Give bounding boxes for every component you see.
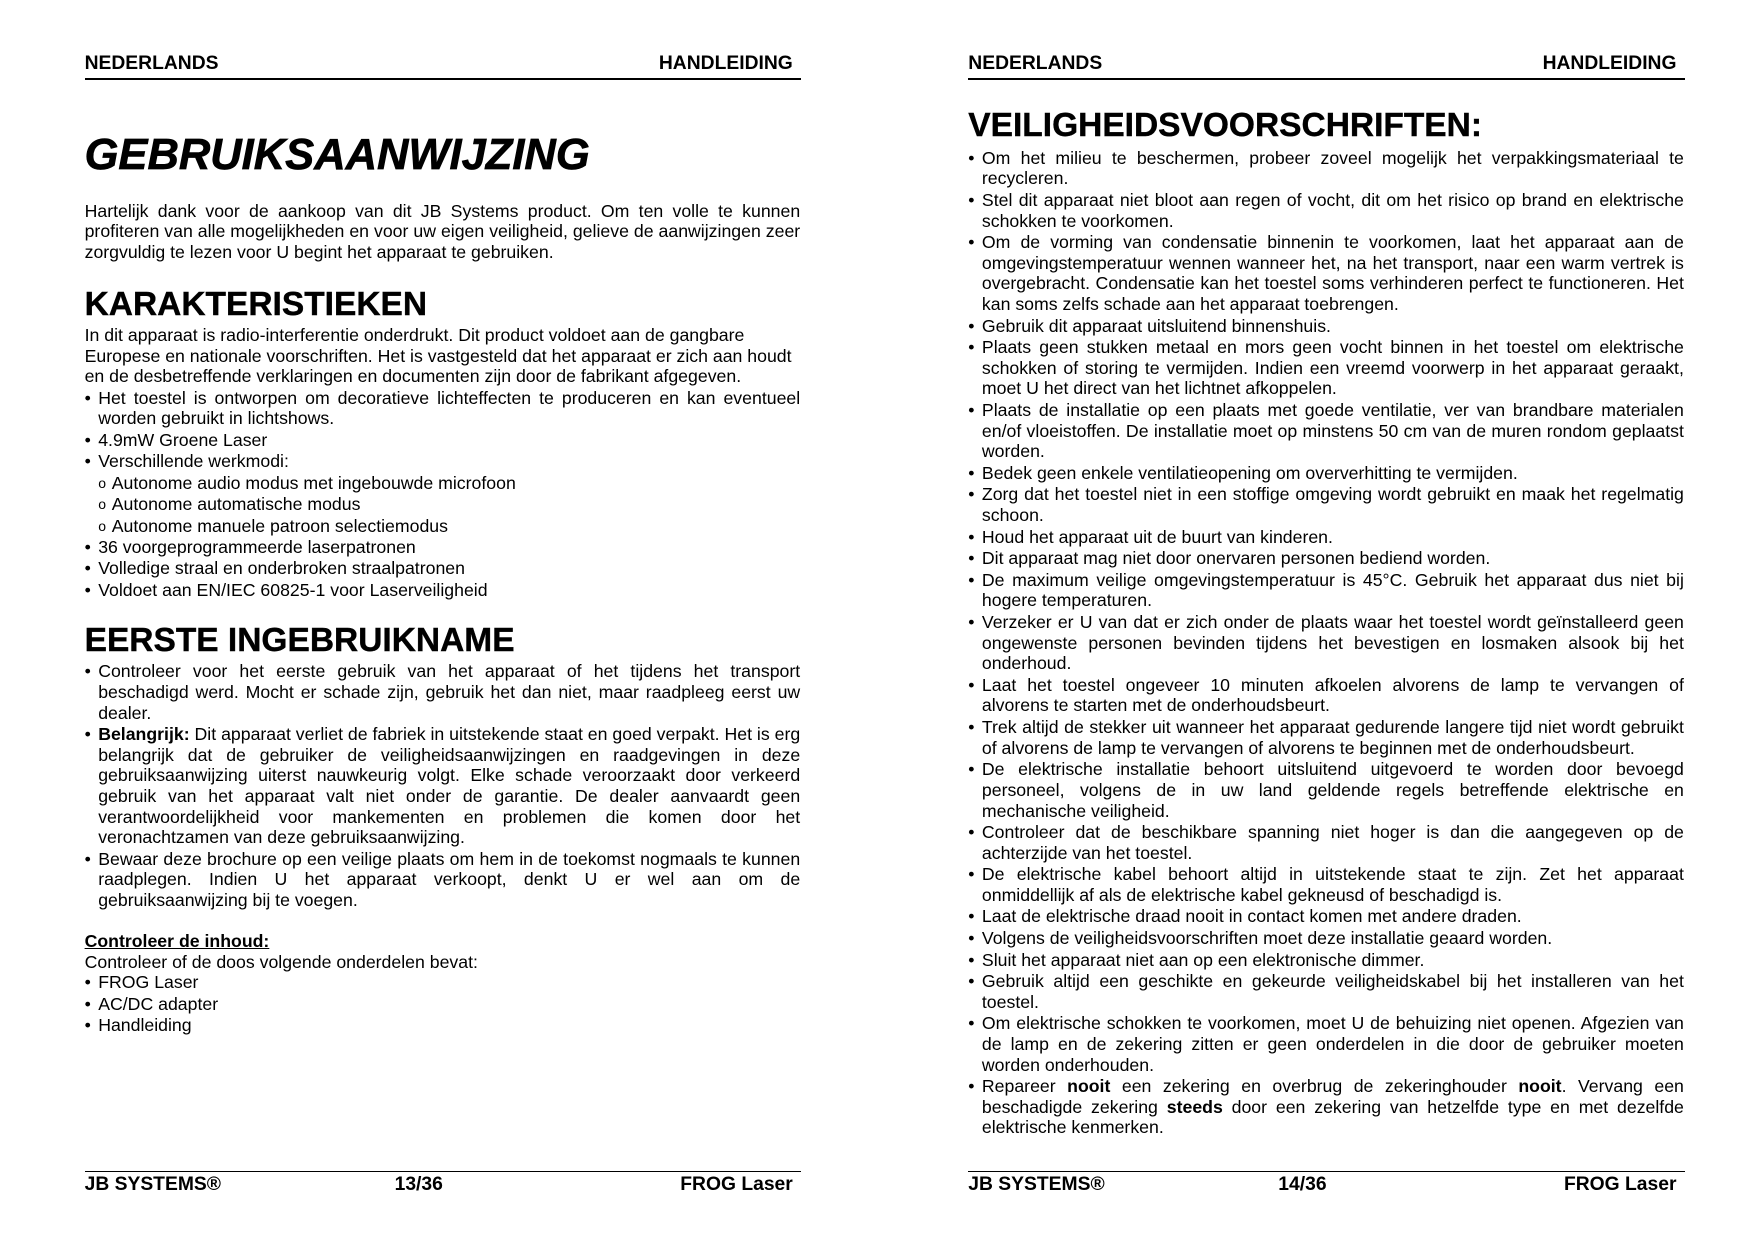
contents-item: • Handleiding <box>85 1015 801 1036</box>
safety-item: • Plaats de installatie op een plaats met goede ventilatie, ver van brandbare materialen en/of vloeistoffen. De installatie moet op minstens 50 cm van de muren rondom geplaatst worden. <box>968 400 1684 462</box>
feature-item-label: Verschillende werkmodi: <box>98 451 289 472</box>
first-use-item-text: Dit apparaat verliet de fabriek in uitstekende staat en goed verpakt. Het is erg belangrijk dat de gebruiker de veiligheidsaanwijzingen en raadgevingen in deze gebruiksaanwijzing uiterst nauwkeurig volgt. Elke schade veroorzaakt door verkeerd gebruik van het apparaat valt niet onder de garantie. De dealer aanvaardt geen verantwoordelijkheid voor mankementen en problemen die komen door het veronachtzamen van deze gebruiksaanwijzing. <box>98 723 801 848</box>
section-heading-first-use: EERSTE INGEBRUIKNAME <box>84 622 515 659</box>
feature-item: • Het toestel is ontworpen om decoratieve lichteffecten te produceren en kan eventueel worden gebruikt in lichtshows. <box>85 388 801 429</box>
header-language: NEDERLANDS <box>84 53 219 75</box>
safety-item-text: door een zekering van hetzelfde type en met dezelfde elektrische kenmerken. <box>981 1096 1684 1138</box>
safety-item: • Houd het apparaat uit de buurt van kinderen. <box>968 527 1684 548</box>
footer-product: FROG Laser <box>680 1174 793 1195</box>
header-rule <box>85 78 802 79</box>
page-left <box>85 0 802 1240</box>
footer-brand: JB SYSTEMS® <box>84 1174 221 1195</box>
page-title: GEBRUIKSAANWIJZING <box>84 131 590 179</box>
features-intro: In dit apparaat is radio-interferentie onderdrukt. Dit product voldoet aan de gangbare Europese en nationale voorschriften. Het is vastgesteld dat het apparaat er zich aan houdt en de desbetreffende verklaringen en documenten zijn door de fabrikant afgegeven. <box>84 324 792 387</box>
footer-page-number: 14/36 <box>1278 1174 1327 1195</box>
feature-item: • 36 voorgeprogrammeerde laserpatronen <box>85 537 801 558</box>
safety-item: • Zorg dat het toestel niet in een stoffige omgeving wordt gebruikt en maak het regelmatig schoon. <box>968 484 1684 525</box>
safety-section <box>968 148 1684 1138</box>
bold-emphasis: nooit <box>1518 1076 1562 1097</box>
important-label: Belangrijk: <box>98 723 190 744</box>
safety-item: • Verzeker er U van dat er zich onder de plaats waar het toestel wordt geïnstalleerd geen ongewenste personen bevinden tijdens het bevestigen en losmaken alsook bij het onderhoud. <box>968 612 1684 674</box>
feature-item <box>85 451 801 536</box>
mode-item: o Autonome audio modus met ingebouwde microfoon <box>98 473 800 494</box>
page-right <box>968 0 1685 1240</box>
header-rule <box>968 78 1685 79</box>
contents-section <box>85 931 801 1036</box>
safety-item: • Om het milieu te beschermen, probeer zoveel mogelijk het verpakkingsmateriaal te recycleren. <box>968 148 1684 189</box>
safety-item: • Om elektrische schokken te voorkomen, moet U de behuizing niet openen. Afgezien van de lamp en de zekering zitten er geen onderdelen in die door de gebruiker moeten worden onderhouden. <box>968 1013 1684 1075</box>
header-language: NEDERLANDS <box>968 53 1103 75</box>
contents-item: • AC/DC adapter <box>85 994 801 1015</box>
safety-item: • Gebruik altijd een geschikte en gekeurde veiligheidskabel bij het installeren van het toestel. <box>968 971 1684 1012</box>
mode-item: o Autonome automatische modus <box>98 494 800 515</box>
safety-item-text: een zekering en overbrug de zekeringhouder <box>1110 1076 1519 1097</box>
mode-list <box>98 473 800 537</box>
intro-paragraph: Hartelijk dank voor de aankoop van dit JB Systems product. Om ten volle te kunnen profiteren van alle mogelijkheden en voor uw eigen veiligheid, gelieve de aanwijzingen zeer zorgvuldig te lezen voor U begint het apparaat te gebruiken. <box>84 200 801 262</box>
safety-item: • Sluit het apparaat niet aan op een elektronische dimmer. <box>968 950 1684 971</box>
safety-item-text: Repareer <box>981 1076 1068 1097</box>
safety-item: • Dit apparaat mag niet door onervaren personen bediend worden. <box>968 548 1684 569</box>
safety-item: • Stel dit apparaat niet bloot aan regen of vocht, dit om het risico op brand en elektrische schokken te voorkomen. <box>968 190 1684 231</box>
features-section <box>85 325 801 601</box>
safety-list <box>968 148 1684 1138</box>
bold-emphasis: nooit <box>1067 1076 1111 1097</box>
contents-heading: Controleer de inhoud: <box>84 931 270 951</box>
safety-item: • Plaats geen stukken metaal en mors geen vocht binnen in het toestel om elektrische schokken of storing te vermijden. Indien een vreemd voorwerp in het apparaat geraakt, moet U het direct van het lichtnet afkoppelen. <box>968 337 1684 399</box>
footer-rule <box>85 1171 802 1172</box>
safety-item: • Om de vorming van condensatie binnenin te voorkomen, laat het apparaat aan de omgevingstemperatuur wennen wanneer het, na het transport, naar een warm vertrek is overgebracht. Condensatie kan het toestel soms verhinderen perfect te functioneren. Het kan soms zelfs schade aan het apparaat toebrengen. <box>968 232 1684 315</box>
feature-item: • Volledige straal en onderbroken straalpatronen <box>85 558 801 579</box>
contents-intro: Controleer of de doos volgende onderdelen bevat: <box>84 951 478 972</box>
first-use-item: • Controleer voor het eerste gebruik van het apparaat of het tijdens het transport beschadigd werd. Mocht er schade zijn, gebruik het dan niet, maar raadpleeg eerst uw dealer. <box>85 661 801 723</box>
safety-item: • Laat het toestel ongeveer 10 minuten afkoelen alvorens de lamp te vervangen of alvorens te starten met de onderhoudsbeurt. <box>968 675 1684 716</box>
safety-item: • De elektrische kabel behoort altijd in uitstekende staat te zijn. Zet het apparaat onmiddellijk af als de elektrische kabel gekneusd of beschadigd is. <box>968 864 1684 905</box>
feature-item: • Voldoet aan EN/IEC 60825-1 voor Laserveiligheid <box>85 580 801 601</box>
contents-list <box>85 972 801 1036</box>
feature-item: • 4.9mW Groene Laser <box>85 430 801 451</box>
bold-emphasis: steeds <box>1166 1096 1223 1117</box>
safety-item-text: . Vervang een beschadigde zekering <box>981 1076 1684 1117</box>
footer-brand: JB SYSTEMS® <box>968 1174 1105 1195</box>
first-use-item <box>85 724 801 848</box>
footer-product: FROG Laser <box>1563 1174 1677 1195</box>
feature-list <box>85 388 801 601</box>
header-document-type: HANDLEIDING <box>658 53 793 75</box>
header-document-type: HANDLEIDING <box>1542 53 1677 75</box>
first-use-list <box>85 661 801 910</box>
footer-page-number: 13/36 <box>394 1174 443 1195</box>
safety-item <box>968 1076 1684 1138</box>
footer-rule <box>968 1171 1685 1172</box>
safety-item: • Volgens de veiligheidsvoorschriften moet deze installatie geaard worden. <box>968 928 1684 949</box>
safety-item: • Controleer dat de beschikbare spanning niet hoger is dan die aangegeven op de achterzijde van het toestel. <box>968 822 1684 863</box>
first-use-section <box>85 661 801 910</box>
first-use-item: • Bewaar deze brochure op een veilige plaats om hem in de toekomst nogmaals te kunnen raadplegen. Indien U het apparaat verkoopt, denkt U er wel aan om de gebruiksaanwijzing bij te voegen. <box>85 849 801 911</box>
safety-item: • Laat de elektrische draad nooit in contact komen met andere draden. <box>968 906 1684 927</box>
safety-item: • De elektrische installatie behoort uitsluitend uitgevoerd te worden door bevoegd personeel, volgens de in uw land geldende regels betreffende elektrische en mechanische veiligheid. <box>968 759 1684 821</box>
safety-item: • De maximum veilige omgevingstemperatuur is 45°C. Gebruik het apparaat dus niet bij hogere temperaturen. <box>968 570 1684 611</box>
safety-item: • Bedek geen enkele ventilatieopening om oververhitting te vermijden. <box>968 463 1684 484</box>
safety-item: • Gebruik dit apparaat uitsluitend binnenshuis. <box>968 316 1684 337</box>
section-heading-features: KARAKTERISTIEKEN <box>84 285 428 323</box>
safety-item: • Trek altijd de stekker uit wanneer het apparaat gedurende langere tijd niet wordt gebruikt of alvorens de lamp te vervangen of alvorens te beginnen met de onderhoudsbeurt. <box>968 717 1684 758</box>
contents-item: • FROG Laser <box>85 972 801 993</box>
safety-title: VEILIGHEIDSVOORSCHRIFTEN: <box>968 107 1483 145</box>
mode-item: o Autonome manuele patroon selectiemodus <box>98 516 800 537</box>
